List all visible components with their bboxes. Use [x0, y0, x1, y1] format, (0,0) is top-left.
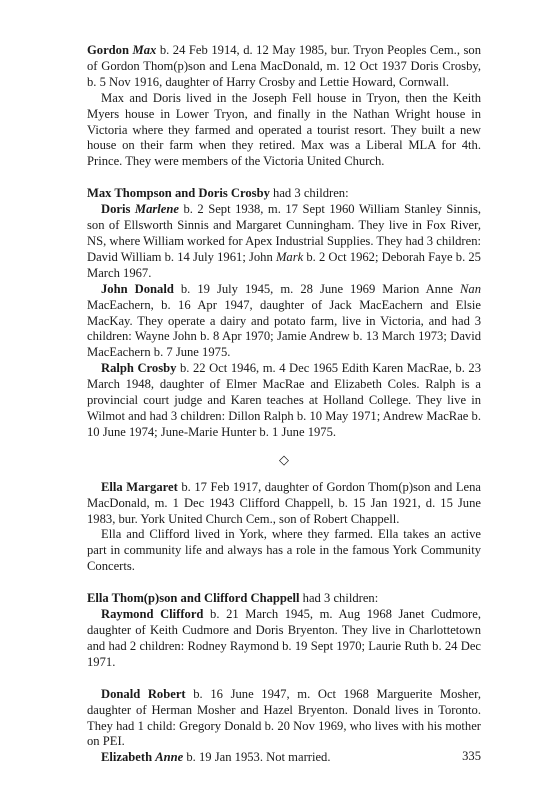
emphasis-text: Ralph Crosby: [101, 361, 177, 376]
text-run: had 3 children:: [299, 591, 379, 606]
text-run: b. 19 Jan 1953. Not married.: [183, 750, 331, 765]
text-run: b. 2 Oct 1962; Deborah Faye b. 25 March 1967.: [87, 249, 481, 280]
text-run: b. 17 Feb 1917, daughter of Gordon Thom(p)son and Lena MacDonald, m. 1 Dec 1943 Clifford Chappell, b. 15 Jan 1921, d. 15 June 1983, bur. York United Church Cem., son of Robert Chappell.: [87, 479, 481, 526]
text-run: b. 19 July 1945, m. 28 June 1969 Marion Anne: [173, 281, 460, 296]
paragraph: [87, 607, 481, 671]
text-run: had 3 children:: [269, 186, 349, 201]
text-body: [87, 43, 481, 766]
emphasis-text: Donald Robert: [101, 686, 186, 701]
emphasis-text: Elizabeth: [101, 750, 156, 765]
paragraph: [87, 750, 481, 766]
emphasis-text: John Donald: [101, 281, 174, 296]
paragraph: [87, 43, 481, 91]
emphasis-text: Nan: [460, 281, 481, 296]
emphasis-text: Doris: [101, 202, 135, 217]
emphasis-text: Anne: [155, 750, 184, 765]
paragraph: [87, 186, 481, 202]
emphasis-text: Ella Margaret: [101, 479, 178, 494]
text-run: b. 21 March 1945, m. Aug 1968 Janet Cudmore, daughter of Keith Cudmore and Doris Bryenton. They live in Charlottetown and had 2 children: Rodney Raymond b. 19 Sept 1970; Laurie Ruth b. 24 Dec 1971.: [87, 607, 481, 669]
text-run: ◇: [279, 452, 289, 468]
text-run: b. 24 Feb 1914, d. 12 May 1985, bur. Tryon Peoples Cem., son of Gordon Thom(p)son and Lena MacDonald, m. 12 Oct 1937 Doris Crosby, b. 5 Nov 1916, daughter of Harry Crosby and Lettie Howard, Cornwall.: [87, 43, 481, 89]
emphasis-text: Max Thompson and Doris Crosby: [87, 186, 270, 201]
paragraph: [87, 282, 481, 362]
emphasis-text: Marlene: [134, 202, 179, 217]
section-divider: [87, 454, 481, 468]
text-run: Max and Doris lived in the Joseph Fell house in Tryon, then the Keith Myers house in Lower Tryon, and finally in the Nathan Wright house in Victoria where they farmed and operated a tourist resort. They built a new house on their farm when they retired. Max was a Liberal MLA for 4th. Prince. They were members of the Victoria United Church.: [87, 90, 481, 169]
emphasis-text: Max: [132, 43, 157, 57]
text-run: b. 22 Oct 1946, m. 4 Dec 1965 Edith Karen MacRae, b. 23 March 1948, daughter of Elmer MacRae and Elizabeth Coles. Ralph is a provincial court judge and Karen teaches at Holland College. They live in Wilmot and had 3 children: Dillon Ralph b. 10 May 1971; Andrew MacRae b. 10 June 1974; June-Marie Hunter b. 1 June 1975.: [87, 361, 481, 439]
paragraph: [87, 687, 481, 751]
page-number: 335: [462, 749, 481, 763]
text-run: b. 16 June 1947, m. Oct 1968 Marguerite Mosher, daughter of Herman Mosher and Hazel Bryenton. Donald lives in Toronto. They had 1 child: Gregory Donald b. 20 Nov 1969, who lives with his mother on PEI.: [87, 686, 481, 749]
paragraph: [87, 361, 481, 441]
emphasis-text: Mark: [275, 249, 304, 264]
paragraph: [87, 591, 481, 607]
paragraph: [87, 202, 481, 282]
emphasis-text: Raymond Clifford: [101, 607, 204, 622]
text-run: b. 2 Sept 1938, m. 17 Sept 1960 William Stanley Sinnis, son of Ellsworth Sinnis and Margaret Cunningham. They live in Fox River, NS, where William worked for Apex Industrial Supplies. They had 3 children: David William b. 14 July 1961; John: [87, 202, 482, 264]
paragraph: [87, 480, 481, 528]
paragraph: [87, 527, 481, 575]
emphasis-text: Ella Thom(p)son and Clifford Chappell: [87, 591, 300, 606]
paragraph: [87, 91, 481, 171]
emphasis-text: Gordon: [87, 43, 133, 57]
text-run: Ella and Clifford lived in York, where they farmed. Ella takes an active part in community life and always has a role in the famous York Community Concerts.: [87, 527, 481, 574]
text-run: MacEachern, b. 16 Apr 1947, daughter of Jack MacEachern and Elsie MacKay. They operate a dairy and potato farm, live in Victoria, and had 3 children: Wayne John b. 8 Apr 1970; Jamie Andrew b. 13 March 1973; David MacEachern b. 7 June 1975.: [87, 297, 481, 360]
